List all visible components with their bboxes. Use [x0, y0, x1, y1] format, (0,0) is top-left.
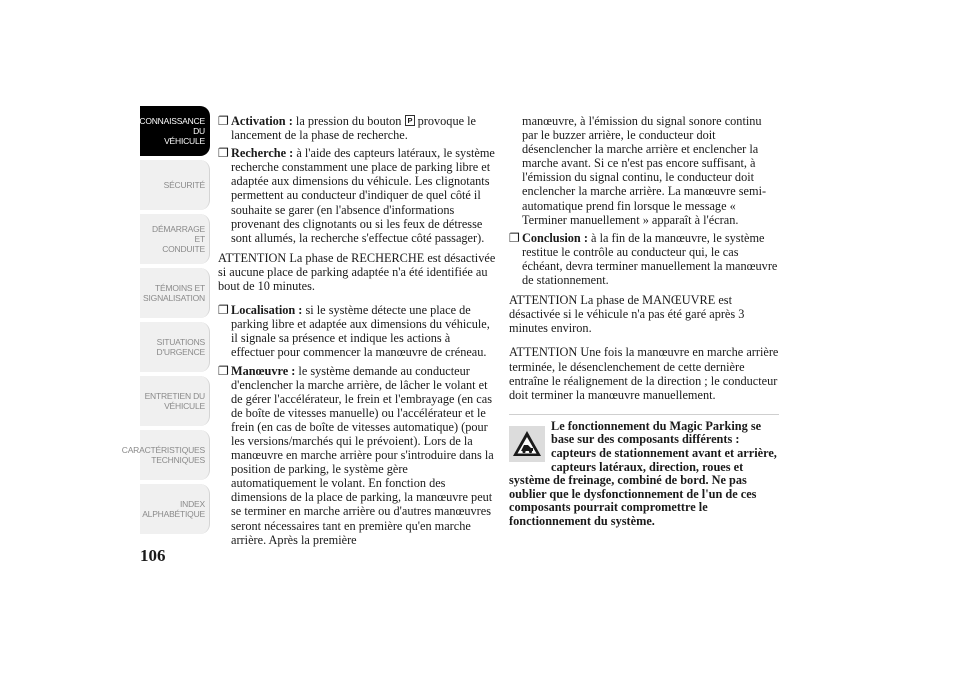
tab-connaissance-du-vehicule[interactable] [140, 106, 210, 156]
right-column [509, 114, 779, 529]
tab-caracteristiques-techniques[interactable] [121, 430, 210, 480]
term-activation: Activation : [231, 114, 293, 128]
localisation-text: si le système détecte une place de parking libre et adaptée aux dimensions du véhicule, il signale sa présence et indique les actions à effectuer pour commencer la manœuvre de créneau. [231, 303, 490, 360]
tab-label: SITUATIONS D'URGENCE [156, 337, 205, 357]
recherche-text: à l'aide des capteurs latéraux, le système recherche constamment une place de parking libre et adaptée aux dimensions du véhicule. Les clignotants permettent au conducteur d'indiquer de quel côté il souhaite se garer (en l'absence d'informations provenant des clignotants ou si les feux de détresse sont allumés, la recherche s'effectue côté passager). [231, 146, 495, 245]
term-manoeuvre: Manœuvre : [231, 363, 296, 378]
tab-situations-d-urgence[interactable] [140, 322, 210, 372]
attention-fin: ATTENTION Une fois la manœuvre en marche arrière terminée, le désenclenchement de cette dernière entraîne le réalignement de la direction ; le conducteur doit terminer la manœuvre manuellement. [509, 345, 779, 402]
checkbox-bullet-icon: ❐ [509, 230, 520, 245]
warning-icon-box [509, 426, 545, 462]
checkbox-bullet-icon: ❐ [218, 303, 229, 318]
warning-triangle-icon [512, 430, 542, 457]
checkbox-bullet-icon: ❐ [218, 114, 229, 128]
list-item-localisation [218, 303, 496, 359]
warning-note [509, 414, 779, 529]
tab-label: INDEX ALPHABÉTIQUE [142, 499, 205, 519]
tab-demarrage-et-conduite[interactable] [140, 214, 210, 264]
activation-text-b: provoque le lancement de la phase de recherche. [231, 114, 477, 143]
term-conclusion: Conclusion : [522, 230, 588, 245]
attention-manoeuvre: ATTENTION La phase de MANŒUVRE est désactivée si le véhicule n'a pas été garé après 3 minutes environ. [509, 293, 745, 336]
tab-label: SÉCURITÉ [163, 180, 205, 190]
term-recherche: Recherche : [231, 146, 294, 161]
tab-entretien-du-vehicule[interactable] [140, 376, 210, 426]
tab-label: CARACTÉRISTIQUES TECHNIQUES [121, 445, 205, 465]
tab-label: TÉMOINS ET SIGNALISATION [143, 283, 205, 303]
tab-index-alphabetique[interactable] [140, 484, 210, 534]
list-item-activation [218, 114, 496, 142]
parking-button-icon [405, 115, 415, 126]
tab-label: DÉMARRAGE ET CONDUITE [152, 224, 205, 254]
activation-text-a: la pression du bouton [295, 114, 402, 128]
list-item-manoeuvre [218, 364, 496, 547]
left-column [218, 114, 496, 551]
svg-text:P: P [407, 116, 413, 126]
manoeuvre-continuation: manœuvre, à l'émission du signal sonore continu par le buzzer arrière, le conducteur doit désenclencher la marche arrière et enclencher la marche avant. Si ce n'est pas encore suffisant, à l'émission du signal continu, le conducteur doit enclencher la marche arrière. La manœuvre semi-automatique prend fin lorsque le message « Terminer manuellement » apparaît à l'écran. [522, 114, 767, 227]
conclusion-text: à la fin de la manœuvre, le système restitue le contrôle au conducteur qui, le cas échéant, devra terminer manuellement la manœuvre de stationnement. [522, 230, 778, 288]
list-item-recherche [218, 146, 496, 245]
tab-temoins-et-signalisation[interactable] [140, 268, 210, 318]
tab-label: ENTRETIEN DU VÉHICULE [144, 391, 205, 411]
list-item-conclusion [509, 231, 779, 287]
tab-label: CONNAISSANCE DU VÉHICULE [139, 116, 205, 146]
warning-note-text: Le fonctionnement du Magic Parking se base sur des composants différents : capteurs de stationnement avant et arrière, capteurs latéraux, direction, roues et système de freinage, combiné de bord. Ne pas oublier que le dysfonctionnement de l'un de ces composants pourrait compromettre le fonctionnement du système. [509, 418, 777, 528]
page-number: 106 [140, 546, 166, 565]
attention-recherche: ATTENTION La phase de RECHERCHE est désactivée si aucune place de parking adaptée n'a été identifiée au bout de 10 minutes. [218, 250, 496, 294]
term-localisation: Localisation : [231, 303, 303, 318]
manoeuvre-text: le système demande au conducteur d'enclencher la marche arrière, de lâcher le volant et de gérer l'accélérateur, le frein et l'embrayage (en cas de boîte de vitesses manuelle) ou l'accélérateur et le frein (en cas de boîte de vitesses automatique) (pour les versions/marchés qui le prévoient). Lors de la manœuvre en marche arrière pour s'introduire dans la position de parking, le système gère automatiquement le volant. En fonction des dimensions de la place de parking, la manœuvre peut se terminer en marche arrière ou d'autres manœuvres seront nécessaires tant en première qu'en marche arrière. Après la première [231, 363, 494, 547]
tab-securite[interactable] [140, 160, 210, 210]
checkbox-bullet-icon: ❐ [218, 363, 229, 378]
checkbox-bullet-icon: ❐ [218, 146, 229, 161]
